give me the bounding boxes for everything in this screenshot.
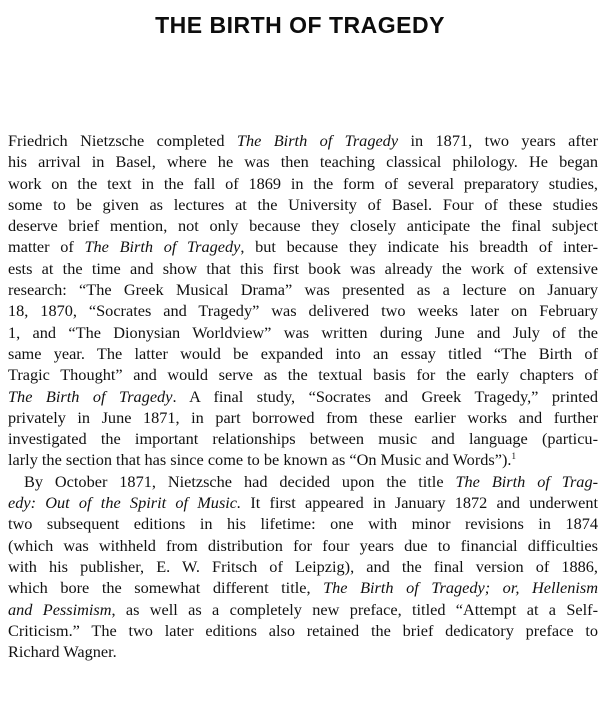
- text-line: [8, 428, 598, 449]
- text-line: [8, 279, 598, 300]
- text-run: in 1871, two years after: [398, 131, 598, 150]
- text-run: It first appeared in January 1872 and underwent: [241, 493, 598, 513]
- text-run: some to be given as lectures at the University of Basel. Four of these studies: [8, 194, 598, 214]
- text-run: The Birth of Tragedy: [84, 237, 241, 257]
- text-line: [8, 130, 598, 151]
- text-run: and Pessimism: [8, 599, 112, 619]
- text-line: [8, 599, 598, 620]
- text-run: two subsequent editions in his lifetime: one with minor revisions in 1874: [8, 514, 598, 534]
- text-run: The Birth of Tragedy; or, Hellenism: [323, 578, 598, 598]
- text-line: [8, 151, 598, 172]
- paragraph: [8, 130, 598, 471]
- text-run: ests at the time and show that this first book was already the work of extensive: [8, 258, 598, 278]
- text-line: [8, 513, 598, 534]
- text-line: [8, 322, 598, 343]
- text-line: [8, 386, 598, 407]
- text-line: [8, 620, 598, 641]
- text-run: privately in June 1871, in part borrowed from these earlier works and further: [8, 407, 598, 427]
- text-line: [8, 173, 598, 194]
- text-line: [8, 407, 598, 428]
- text-run: larly the section that has since come to be known as “On Music and Words”).: [8, 450, 512, 470]
- text-run: , but because they indicate his breadth of inter-: [240, 237, 598, 257]
- text-line: [8, 556, 598, 577]
- text-run: By October 1871, Nietzsche had decided upon the title: [24, 471, 456, 491]
- text-run: his arrival in Basel, where he was then teaching classical philology. He began: [8, 152, 598, 172]
- text-run: with his publisher, E. W. Fritsch of Leipzig), and the final version of 1886,: [8, 556, 598, 576]
- text-run: edy: Out of the Spirit of Music.: [8, 493, 242, 513]
- text-run: matter of: [8, 237, 85, 257]
- text-run: 18, 1870, “Socrates and Tragedy” was delivered two weeks later on February: [8, 301, 598, 321]
- text-run: . A final study, “Socrates and Greek Tragedy,” printed: [172, 386, 598, 406]
- page-title: THE BIRTH OF TRAGEDY: [155, 12, 445, 38]
- text-run: Richard Wagner.: [8, 642, 117, 662]
- text-run: Tragic Thought” and would serve as the textual basis for the early chapters of: [8, 365, 598, 385]
- text-line: [8, 258, 598, 279]
- text-line: [8, 215, 598, 236]
- text-line: [8, 236, 598, 257]
- text-run: The Birth of Tragedy: [8, 386, 173, 406]
- paragraph: [8, 471, 598, 663]
- text-line: [8, 449, 598, 470]
- text-run: , as well as a completely new preface, titled “Attempt at a Self-: [111, 599, 599, 619]
- text-line: [8, 535, 598, 556]
- text-run: which bore the somewhat different title,: [8, 578, 324, 598]
- text-run: same year. The latter would be expanded into an essay titled “The Birth of: [8, 343, 598, 363]
- text-run: The Birth of Tragedy: [236, 131, 399, 150]
- text-line: [8, 577, 598, 598]
- text-run: research: “The Greek Musical Drama” was presented as a lecture on January: [8, 280, 598, 300]
- text-line: [8, 641, 598, 662]
- text-run: 1, and “The Dionysian Worldview” was written during June and July of the: [8, 322, 598, 342]
- text-run: The Birth of Trag-: [455, 471, 599, 491]
- text-run: deserve brief mention, not only because they closely anticipate the final subject: [8, 216, 598, 236]
- text-line: [8, 471, 598, 492]
- text-run: (which was withheld from distribution for four years due to financial difficulties: [8, 535, 598, 555]
- text-line: [8, 300, 598, 321]
- text-line: [8, 364, 598, 385]
- text-run: Criticism.” The two later editions also retained the brief dedicatory preface to: [8, 620, 598, 640]
- text-line: [8, 194, 598, 215]
- text-run: investigated the important relationships between music and language (particu-: [8, 429, 598, 449]
- text-run: 1: [511, 451, 516, 462]
- text-run: Friedrich Nietzsche completed: [8, 131, 237, 150]
- text-line: [8, 343, 598, 364]
- text-line: [8, 492, 598, 513]
- body-text: [8, 130, 598, 662]
- text-run: work on the text in the fall of 1869 in the form of several preparatory studies,: [8, 173, 598, 193]
